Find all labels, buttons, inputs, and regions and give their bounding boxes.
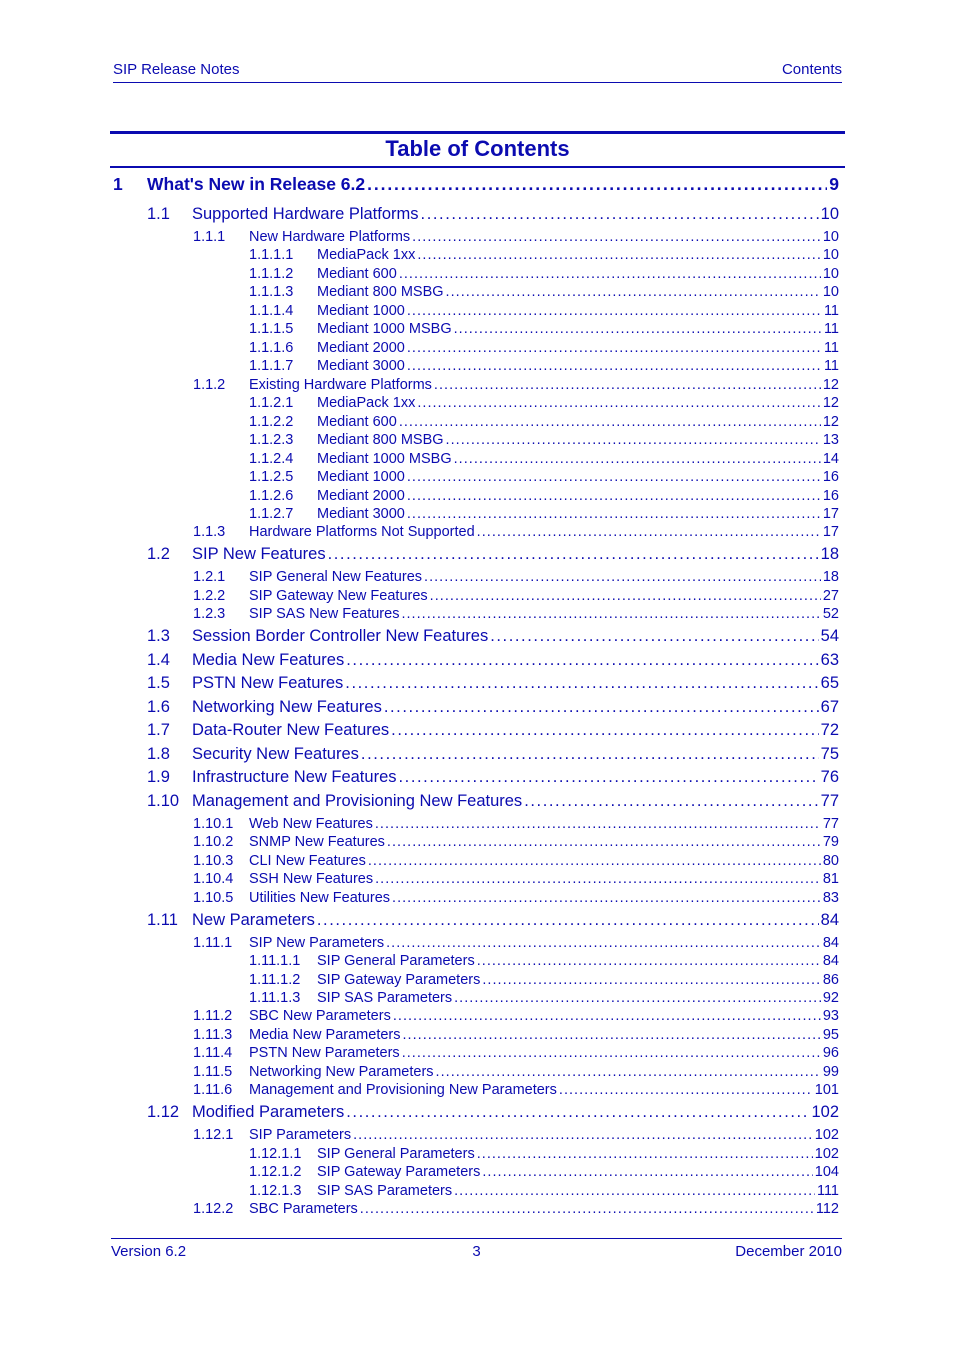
- toc-entry[interactable]: [193, 1027, 839, 1043]
- toc-entry-title: Mediant 800 MSBG: [317, 284, 444, 300]
- toc-entry-title: What's New in Release 6.2: [147, 174, 366, 194]
- toc-leader-dots: [407, 506, 821, 522]
- toc-entry[interactable]: [147, 627, 839, 646]
- toc-entry-page: 10: [822, 266, 839, 282]
- toc-entry[interactable]: [249, 1164, 839, 1180]
- toc-leader-dots: [490, 627, 818, 646]
- toc-entry-title: Media New Parameters: [249, 1027, 401, 1043]
- toc-entry-title: Infrastructure New Features: [192, 768, 397, 786]
- toc-entry-number: 1.2.1: [193, 569, 226, 585]
- toc-entry-number: 1.11.4: [193, 1045, 233, 1061]
- toc-leader-dots: [353, 1127, 813, 1143]
- toc-entry-page: 80: [822, 853, 839, 869]
- toc-entry-title: Mediant 1000 MSBG: [317, 321, 452, 337]
- toc-entry-title: Web New Features: [249, 816, 373, 832]
- toc-entry-number: 1.1.2.5: [249, 469, 294, 485]
- toc-entry-number: 1.10.2: [193, 834, 234, 850]
- toc-entry-number: 1.11.6: [193, 1082, 233, 1098]
- toc-leader-dots: [412, 229, 821, 245]
- toc-entry[interactable]: [249, 284, 839, 300]
- toc-leader-dots: [421, 205, 819, 224]
- toc-entry[interactable]: [193, 834, 839, 850]
- toc-entry-number: 1.1.1.4: [249, 303, 294, 319]
- toc-leader-dots: [424, 569, 821, 585]
- toc-entry-title: Networking New Features: [192, 698, 382, 716]
- toc-entry-page: 16: [822, 469, 839, 485]
- toc-entry-title: SSH New Features: [249, 871, 374, 887]
- toc-entry-title: Mediant 1000 MSBG: [317, 451, 452, 467]
- toc-leader-dots: [368, 853, 821, 869]
- toc-entry[interactable]: [249, 266, 839, 282]
- toc-entry[interactable]: [147, 745, 839, 764]
- toc-leader-dots: [454, 451, 821, 467]
- toc-entry[interactable]: [147, 768, 839, 787]
- toc-entry-page: 10: [822, 247, 839, 263]
- toc-entry-title: Networking New Parameters: [249, 1064, 434, 1080]
- toc-entry[interactable]: [193, 871, 839, 887]
- toc-entry[interactable]: [249, 469, 839, 485]
- toc-leader-dots: [346, 1103, 809, 1122]
- toc-entry-title: Modified Parameters: [192, 1103, 345, 1121]
- toc-entry-page: 52: [822, 606, 839, 622]
- toc-entry-number: 1.1.2.1: [249, 395, 294, 411]
- toc-entry-page: 81: [822, 871, 839, 887]
- toc-leader-dots: [399, 266, 821, 282]
- toc-leader-dots: [361, 745, 819, 764]
- toc-entry-number: 1.9: [147, 768, 170, 786]
- toc-entry-title: SBC Parameters: [249, 1201, 358, 1217]
- toc-entry[interactable]: [193, 1127, 839, 1143]
- toc-entry-page: 10: [820, 205, 839, 223]
- toc-leader-dots: [392, 890, 821, 906]
- toc-entry-page: 14: [822, 451, 839, 467]
- toc-entry-title: MediaPack 1xx: [317, 395, 416, 411]
- toc-entry-number: 1.11.1.3: [249, 990, 301, 1006]
- toc-entry-number: 1.1.1.1: [249, 247, 294, 263]
- toc-entry-page: 11: [823, 321, 839, 337]
- toc-entry-title: Management and Provisioning New Features: [192, 792, 523, 810]
- toc-entry-title: Security New Features: [192, 745, 359, 763]
- toc-title: Table of Contents: [385, 136, 570, 161]
- toc-entry-number: 1.12.1: [193, 1127, 234, 1143]
- toc-entry-number: 1.12.1.1: [249, 1146, 302, 1162]
- toc-leader-dots: [454, 990, 821, 1006]
- toc-entry-number: 1.10: [147, 792, 180, 810]
- toc-entry-title: Management and Provisioning New Parameters: [249, 1082, 557, 1098]
- toc-entry[interactable]: [249, 340, 839, 356]
- toc-entry-title: Mediant 800 MSBG: [317, 432, 444, 448]
- toc-leader-dots: [387, 834, 821, 850]
- toc-leader-dots: [393, 1008, 821, 1024]
- toc-entry[interactable]: [147, 545, 839, 564]
- toc-entry[interactable]: [249, 451, 839, 467]
- toc-entry-number: 1.11.1.1: [249, 953, 301, 969]
- toc-entry-title: Media New Features: [192, 651, 345, 669]
- toc-entry[interactable]: [193, 377, 839, 393]
- toc-leader-dots: [328, 545, 819, 564]
- toc-entry-page: 65: [820, 674, 839, 692]
- toc-entry-number: 1.1.2: [193, 377, 226, 393]
- page-header: [113, 60, 842, 83]
- toc-entry-page: 75: [820, 745, 839, 763]
- toc-entry[interactable]: [193, 606, 839, 622]
- toc-entry-page: 18: [822, 569, 839, 585]
- toc-leader-dots: [407, 358, 822, 374]
- toc-entry[interactable]: [147, 911, 839, 930]
- toc-entry-title: New Hardware Platforms: [249, 229, 411, 245]
- toc-title-box: [110, 131, 845, 168]
- toc-entry-number: 1.1.2.7: [249, 506, 294, 522]
- toc-leader-dots: [407, 340, 822, 356]
- toc-entry[interactable]: [193, 890, 839, 906]
- toc-entry-title: Data-Router New Features: [192, 721, 390, 739]
- toc-entry-page: 92: [822, 990, 839, 1006]
- toc-entry-number: 1.10.5: [193, 890, 234, 906]
- toc-entry-title: SIP General New Features: [249, 569, 423, 585]
- toc-entry-number: 1.1.1.5: [249, 321, 294, 337]
- toc-entry[interactable]: [249, 953, 839, 969]
- toc-entry-number: 1.11.1: [193, 935, 233, 951]
- toc-entry-number: 1.12.2: [193, 1201, 234, 1217]
- toc-entry-page: 102: [811, 1103, 839, 1121]
- toc-entry-page: 93: [822, 1008, 839, 1024]
- toc-entry-page: 77: [820, 792, 839, 810]
- toc-entry-page: 95: [822, 1027, 839, 1043]
- footer-version: Version 6.2: [111, 1243, 187, 1260]
- toc-entry[interactable]: [193, 816, 839, 832]
- toc-entry-page: 102: [814, 1127, 839, 1143]
- toc-entry[interactable]: [249, 303, 839, 319]
- toc-leader-dots: [434, 377, 821, 393]
- toc-entry-page: 76: [820, 768, 839, 786]
- toc-leader-dots: [417, 395, 821, 411]
- toc-entry-page: 11: [823, 303, 839, 319]
- toc-entry-page: 10: [822, 229, 839, 245]
- toc-entry[interactable]: [249, 972, 839, 988]
- toc-entry-page: 104: [814, 1164, 839, 1180]
- toc-entry-number: 1.1.1.6: [249, 340, 294, 356]
- toc-entry-page: 17: [822, 506, 839, 522]
- toc-entry-title: Supported Hardware Platforms: [192, 205, 419, 223]
- toc-entry-number: 1.11.1.2: [249, 972, 301, 988]
- toc-entry[interactable]: [113, 174, 839, 195]
- toc-entry-title: Mediant 1000: [317, 469, 405, 485]
- toc-entry[interactable]: [193, 1201, 839, 1217]
- toc-entry-title: SNMP New Features: [249, 834, 385, 850]
- toc-entry-number: 1.2.3: [193, 606, 226, 622]
- toc-entry[interactable]: [193, 1045, 839, 1061]
- header-doc-title: SIP Release Notes: [113, 61, 240, 78]
- toc-entry[interactable]: [193, 1008, 839, 1024]
- toc-leader-dots: [477, 524, 821, 540]
- toc-entry-page: 112: [815, 1201, 839, 1217]
- toc-entry-number: 1.1.1: [193, 229, 226, 245]
- toc-entry[interactable]: [147, 651, 839, 670]
- toc-entry-number: 1.1.1.7: [249, 358, 294, 374]
- toc-leader-dots: [399, 768, 819, 787]
- toc-entry-number: 1: [113, 174, 123, 194]
- toc-entry-title: SIP Gateway Parameters: [317, 972, 481, 988]
- toc-entry-number: 1.1.1.2: [249, 266, 294, 282]
- toc-entry[interactable]: [193, 853, 839, 869]
- toc-leader-dots: [524, 792, 818, 811]
- toc-entry-number: 1.1.3: [193, 524, 226, 540]
- toc-leader-dots: [375, 816, 821, 832]
- toc-entry-page: 79: [822, 834, 839, 850]
- toc-entry-page: 54: [820, 627, 839, 645]
- toc-entry-page: 84: [822, 935, 839, 951]
- toc-entry[interactable]: [249, 321, 839, 337]
- toc-leader-dots: [446, 432, 821, 448]
- toc-leader-dots: [399, 414, 821, 430]
- toc-leader-dots: [436, 1064, 821, 1080]
- toc-entry-page: 86: [822, 972, 839, 988]
- toc-leader-dots: [317, 911, 819, 930]
- toc-leader-dots: [482, 972, 821, 988]
- toc-entry-title: PSTN New Features: [192, 674, 344, 692]
- toc-entry[interactable]: [193, 935, 839, 951]
- toc-entry-title: Mediant 1000: [317, 303, 405, 319]
- toc-leader-dots: [477, 953, 821, 969]
- toc-entry-number: 1.10.4: [193, 871, 234, 887]
- toc-entry-number: 1.2: [147, 545, 170, 563]
- toc-entry-number: 1.8: [147, 745, 170, 763]
- toc-entry[interactable]: [193, 229, 839, 245]
- toc-leader-dots: [384, 698, 819, 717]
- toc-entry-number: 1.11.2: [193, 1008, 233, 1024]
- toc-leader-dots: [360, 1201, 814, 1217]
- toc-entry-number: 1.2.2: [193, 588, 226, 604]
- toc-entry-number: 1.3: [147, 627, 170, 645]
- toc-entry-title: SIP Gateway New Features: [249, 588, 428, 604]
- toc-entry-title: SIP General Parameters: [317, 1146, 475, 1162]
- toc-entry-title: SIP SAS Parameters: [317, 1183, 453, 1199]
- toc-entry-title: Utilities New Features: [249, 890, 391, 906]
- toc-entry-page: 13: [822, 432, 839, 448]
- toc-entry-title: Session Border Controller New Features: [192, 627, 489, 645]
- toc-entry[interactable]: [249, 1146, 839, 1162]
- toc-entry-page: 84: [820, 911, 839, 929]
- toc-entry[interactable]: [193, 588, 839, 604]
- toc-entry-number: 1.1.1.3: [249, 284, 294, 300]
- toc-entry[interactable]: [249, 358, 839, 374]
- toc-leader-dots: [391, 721, 818, 740]
- toc-entry[interactable]: [249, 1183, 839, 1199]
- toc-leader-dots: [402, 1045, 821, 1061]
- toc-entry-page: 77: [822, 816, 839, 832]
- toc-entry[interactable]: [193, 1082, 839, 1098]
- toc-leader-dots: [345, 674, 818, 693]
- toc-leader-dots: [477, 1146, 813, 1162]
- toc-entry[interactable]: [147, 1103, 839, 1122]
- toc-entry-title: SIP SAS Parameters: [317, 990, 453, 1006]
- toc-entry-title: Hardware Platforms Not Supported: [249, 524, 475, 540]
- toc-leader-dots: [407, 488, 821, 504]
- toc-entry-page: 12: [822, 377, 839, 393]
- toc-entry-title: Mediant 3000: [317, 358, 405, 374]
- toc-entry-title: Mediant 3000: [317, 506, 405, 522]
- toc-leader-dots: [367, 174, 827, 195]
- toc-entry-page: 17: [822, 524, 839, 540]
- toc-leader-dots: [346, 651, 818, 670]
- toc-entry-page: 27: [822, 588, 839, 604]
- toc-entry-number: 1.4: [147, 651, 170, 669]
- toc-entry-page: 83: [822, 890, 839, 906]
- toc-entry-page: 99: [822, 1064, 839, 1080]
- toc-entry[interactable]: [193, 569, 839, 585]
- toc-entry[interactable]: [147, 205, 839, 224]
- toc-entry[interactable]: [193, 1064, 839, 1080]
- toc-entry[interactable]: [249, 990, 839, 1006]
- toc-entry[interactable]: [147, 792, 839, 811]
- toc-entry-page: 63: [820, 651, 839, 669]
- toc-entry-page: 16: [822, 488, 839, 504]
- toc-entry-number: 1.1.2.6: [249, 488, 294, 504]
- toc-entry[interactable]: [249, 247, 839, 263]
- toc-entry-title: SIP New Parameters: [249, 935, 385, 951]
- toc-entry[interactable]: [147, 674, 839, 693]
- toc-leader-dots: [403, 1027, 821, 1043]
- toc-entry[interactable]: [249, 506, 839, 522]
- toc-leader-dots: [559, 1082, 813, 1098]
- toc-entry-page: 102: [814, 1146, 839, 1162]
- toc-entry-number: 1.7: [147, 721, 170, 739]
- toc-entry[interactable]: [193, 524, 839, 540]
- footer-date: December 2010: [735, 1243, 842, 1260]
- toc-entry[interactable]: [147, 698, 839, 717]
- toc-entry-number: 1.1.2.4: [249, 451, 294, 467]
- toc-entry-page: 101: [814, 1082, 839, 1098]
- toc-entry-title: SIP General Parameters: [317, 953, 475, 969]
- toc-entry-page: 96: [822, 1045, 839, 1061]
- toc-leader-dots: [375, 871, 821, 887]
- toc-entry-page: 84: [822, 953, 839, 969]
- toc-entry-number: 1.1.2.3: [249, 432, 294, 448]
- toc-leader-dots: [430, 588, 821, 604]
- toc-entry-number: 1.5: [147, 674, 170, 692]
- toc-entry-number: 1.10.3: [193, 853, 234, 869]
- toc-entry-number: 1.6: [147, 698, 170, 716]
- toc-entry-number: 1.1: [147, 205, 170, 223]
- toc-entry[interactable]: [249, 395, 839, 411]
- toc-entry-page: 12: [822, 395, 839, 411]
- toc-entry-page: 10: [822, 284, 839, 300]
- toc-leader-dots: [446, 284, 821, 300]
- toc-entry[interactable]: [249, 432, 839, 448]
- toc-entry[interactable]: [249, 488, 839, 504]
- toc-entry-page: 72: [820, 721, 839, 739]
- toc-entry-title: New Parameters: [192, 911, 315, 929]
- toc-entry-page: 9: [829, 174, 839, 194]
- toc-entry-page: 67: [820, 698, 839, 716]
- toc-entry-page: 12: [822, 414, 839, 430]
- toc-entry-title: MediaPack 1xx: [317, 247, 416, 263]
- toc-leader-dots: [417, 247, 821, 263]
- toc-entry-number: 1.12.1.2: [249, 1164, 302, 1180]
- toc-entry-title: PSTN New Parameters: [249, 1045, 400, 1061]
- toc-entry-number: 1.11.3: [193, 1027, 233, 1043]
- toc-entry[interactable]: [147, 721, 839, 740]
- toc-entry-page: 11: [823, 358, 839, 374]
- toc-entry-title: SBC New Parameters: [249, 1008, 391, 1024]
- header-section: Contents: [781, 61, 842, 78]
- toc-entry-title: Mediant 600: [317, 266, 397, 282]
- toc-entry-title: Mediant 600: [317, 414, 397, 430]
- toc-entry-number: 1.10.1: [193, 816, 234, 832]
- toc-entry-number: 1.11: [147, 911, 178, 929]
- toc-leader-dots: [482, 1164, 812, 1180]
- toc-entry-title: Mediant 2000: [317, 340, 405, 356]
- toc-entry-number: 1.12: [147, 1103, 180, 1121]
- toc-entry-title: SIP Parameters: [249, 1127, 352, 1143]
- footer-page-number: 3: [472, 1243, 481, 1260]
- toc-leader-dots: [454, 321, 822, 337]
- toc-entry-page: 11: [823, 340, 839, 356]
- toc-leader-dots: [401, 606, 820, 622]
- toc-entry-title: SIP SAS New Features: [249, 606, 400, 622]
- toc-entry-title: SIP Gateway Parameters: [317, 1164, 481, 1180]
- page-footer: [111, 1238, 842, 1263]
- toc-entry-title: Mediant 2000: [317, 488, 405, 504]
- toc-leader-dots: [386, 935, 821, 951]
- toc-entry-title: Existing Hardware Platforms: [249, 377, 432, 393]
- toc-entry-number: 1.11.5: [193, 1064, 233, 1080]
- toc-entry-title: CLI New Features: [249, 853, 366, 869]
- toc-entry-page: 111: [816, 1183, 839, 1199]
- toc-entry-number: 1.12.1.3: [249, 1183, 302, 1199]
- toc-entry-page: 18: [820, 545, 839, 563]
- toc-leader-dots: [454, 1183, 815, 1199]
- toc-leader-dots: [407, 303, 822, 319]
- toc-entry-number: 1.1.2.2: [249, 414, 294, 430]
- toc-entry[interactable]: [249, 414, 839, 430]
- toc-entry-title: SIP New Features: [192, 545, 326, 563]
- toc-leader-dots: [407, 469, 821, 485]
